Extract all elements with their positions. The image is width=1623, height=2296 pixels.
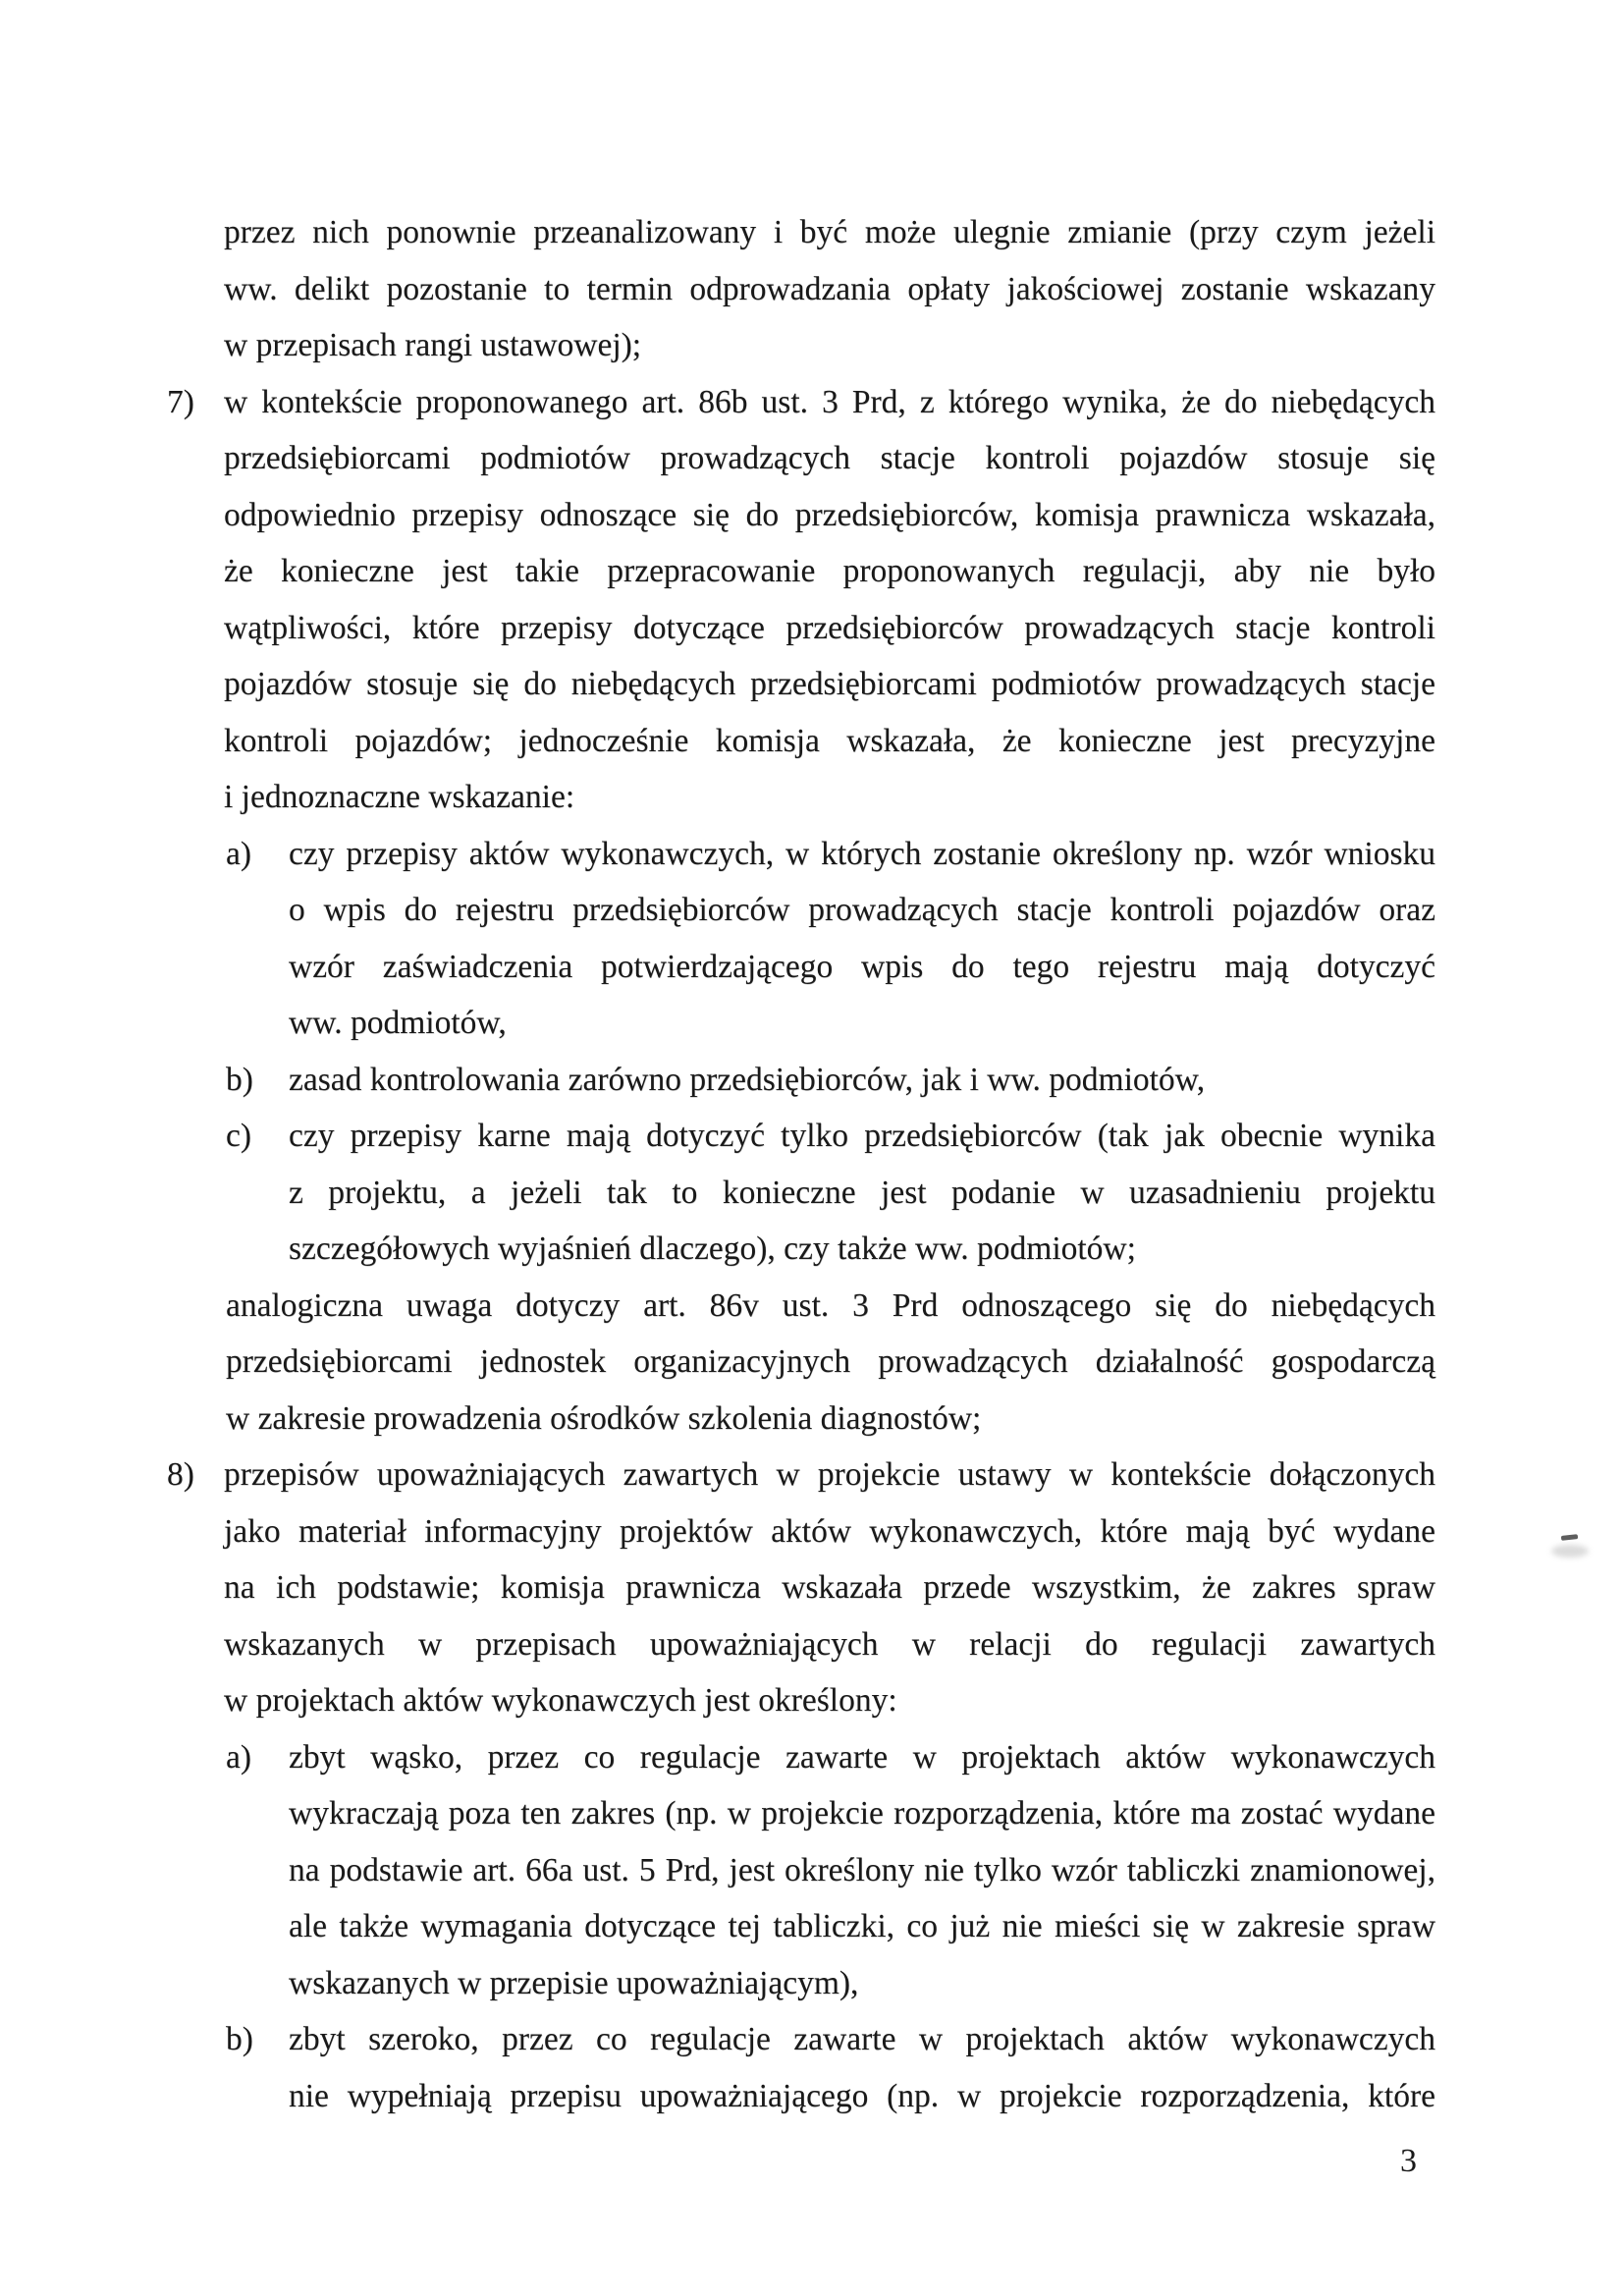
item-8b-lines bbox=[289, 2011, 1435, 2124]
text-line: wątpliwości, które przepisy dotyczące przedsiębiorców prowadzących stacje kontroli bbox=[224, 609, 1435, 646]
text-line: analogiczna uwaga dotyczy art. 86v ust. 3 Prd odnoszącego się do niebędących bbox=[226, 1286, 1435, 1324]
item-8-lines bbox=[224, 1447, 1435, 1729]
item-8a-marker: a) bbox=[226, 1738, 252, 1776]
text-line: w przepisach rangi ustawowej); bbox=[224, 327, 642, 363]
paragraph-continuation bbox=[163, 204, 1435, 374]
text-line: szczegółowych wyjaśnień dlaczego), czy także ww. podmiotów; bbox=[289, 1230, 1136, 1267]
text-line: zbyt szeroko, przez co regulacje zawarte w projektach aktów wykonawczych bbox=[289, 2021, 1435, 2057]
text-line: o wpis do rejestru przedsiębiorców prowadzących stacje kontroli pojazdów oraz bbox=[289, 892, 1435, 928]
numbered-item-7 bbox=[163, 374, 1435, 826]
text-line: ale także wymagania dotyczące tej tabliczki, co już nie mieści się w zakresie spraw bbox=[289, 1908, 1435, 1944]
scan-artifact-smudge bbox=[1551, 1545, 1589, 1558]
page-number: 3 bbox=[1400, 2143, 1417, 2179]
item-8-marker: 8) bbox=[167, 1456, 194, 1493]
text-line: przepisów upoważniających zawartych w projekcie ustawy w kontekście dołączonych bbox=[224, 1456, 1435, 1493]
item-7b-lines bbox=[289, 1052, 1435, 1109]
item-7-closing-paragraph bbox=[163, 1278, 1435, 1448]
text-line: czy przepisy aktów wykonawczych, w których zostanie określony np. wzór wniosku bbox=[289, 835, 1435, 872]
text-line: z projektu, a jeżeli tak to konieczne jest podanie w uzasadnieniu projektu bbox=[289, 1174, 1435, 1211]
item-7b-marker: b) bbox=[226, 1061, 253, 1098]
numbered-item-8 bbox=[163, 1447, 1435, 1729]
text-line: wykraczają poza ten zakres (np. w projekcie rozporządzenia, które ma zostać wydane bbox=[289, 1795, 1435, 1831]
document-text-block bbox=[163, 204, 1435, 2124]
item-7a-lines bbox=[289, 826, 1435, 1052]
text-line: odpowiednio przepisy odnoszące się do przedsiębiorców, komisja prawnicza wskazała, bbox=[224, 496, 1435, 533]
letter-item-8b bbox=[163, 2011, 1435, 2124]
text-line: na podstawie art. 66a ust. 5 Prd, jest określony nie tylko wzór tabliczki znamionowej, bbox=[289, 1851, 1435, 1888]
text-line: przez nich ponownie przeanalizowany i być może ulegnie zmianie (przy czym jeżeli bbox=[224, 214, 1435, 250]
text-line: jako materiał informacyjny projektów aktów wykonawczych, które mają być wydane bbox=[224, 1512, 1435, 1550]
text-line: w zakresie prowadzenia ośrodków szkolenia diagnostów; bbox=[226, 1399, 982, 1437]
letter-item-8a bbox=[163, 1729, 1435, 2012]
letter-item-7c bbox=[163, 1108, 1435, 1278]
item-8b-marker: b) bbox=[226, 2021, 253, 2057]
text-line: i jednoznaczne wskazanie: bbox=[224, 779, 575, 815]
item-7-marker: 7) bbox=[167, 383, 194, 420]
letter-item-7b bbox=[163, 1052, 1435, 1109]
text-line: wskazanych w przepisach upoważniających w relacji do regulacji zawartych bbox=[224, 1625, 1435, 1663]
letter-item-7a bbox=[163, 826, 1435, 1052]
text-line: ww. delikt pozostanie to termin odprowadzania opłaty jakościowej zostanie wskazany bbox=[224, 270, 1435, 307]
text-line: czy przepisy karne mają dotyczyć tylko przedsiębiorców (tak jak obecnie wynika bbox=[289, 1118, 1435, 1154]
scan-artifact-dash bbox=[1561, 1534, 1578, 1541]
text-line: że konieczne jest takie przepracowanie proponowanych regulacji, aby nie było bbox=[224, 553, 1435, 589]
text-line: zasad kontrolowania zarówno przedsiębiorców, jak i ww. podmiotów, bbox=[289, 1061, 1206, 1098]
text-line: wzór zaświadczenia potwierdzającego wpis do tego rejestru mają dotyczyć bbox=[289, 948, 1435, 985]
item-8a-lines bbox=[289, 1729, 1435, 2012]
text-line: przedsiębiorcami podmiotów prowadzących stacje kontroli pojazdów stosuje się bbox=[224, 440, 1435, 476]
item-7-lines bbox=[224, 374, 1435, 826]
text-line: na ich podstawie; komisja prawnicza wskazała przede wszystkim, że zakres spraw bbox=[224, 1569, 1435, 1606]
text-line: ww. podmiotów, bbox=[289, 1005, 507, 1041]
text-line: nie wypełniają przepisu upoważniającego (np. w projekcie rozporządzenia, które bbox=[289, 2077, 1435, 2114]
text-line: zbyt wąsko, przez co regulacje zawarte w projektach aktów wykonawczych bbox=[289, 1738, 1435, 1776]
text-line: wskazanych w przepisie upoważniającym), bbox=[289, 1964, 859, 2001]
closing-paragraph-lines bbox=[226, 1278, 1435, 1448]
text-line: w projektach aktów wykonawczych jest określony: bbox=[224, 1682, 897, 1719]
text-line: pojazdów stosuje się do niebędących przedsiębiorcami podmiotów prowadzących stacje bbox=[224, 666, 1435, 702]
text-line: kontroli pojazdów; jednocześnie komisja wskazała, że konieczne jest precyzyjne bbox=[224, 722, 1435, 759]
paragraph-lines bbox=[224, 204, 1435, 374]
text-line: przedsiębiorcami jednostek organizacyjnych prowadzących działalność gospodarczą bbox=[226, 1343, 1435, 1380]
item-7a-marker: a) bbox=[226, 835, 252, 872]
text-line: w kontekście proponowanego art. 86b ust. 3 Prd, z którego wynika, że do niebędących bbox=[224, 383, 1435, 420]
item-7c-marker: c) bbox=[226, 1118, 252, 1154]
item-7c-lines bbox=[289, 1108, 1435, 1278]
